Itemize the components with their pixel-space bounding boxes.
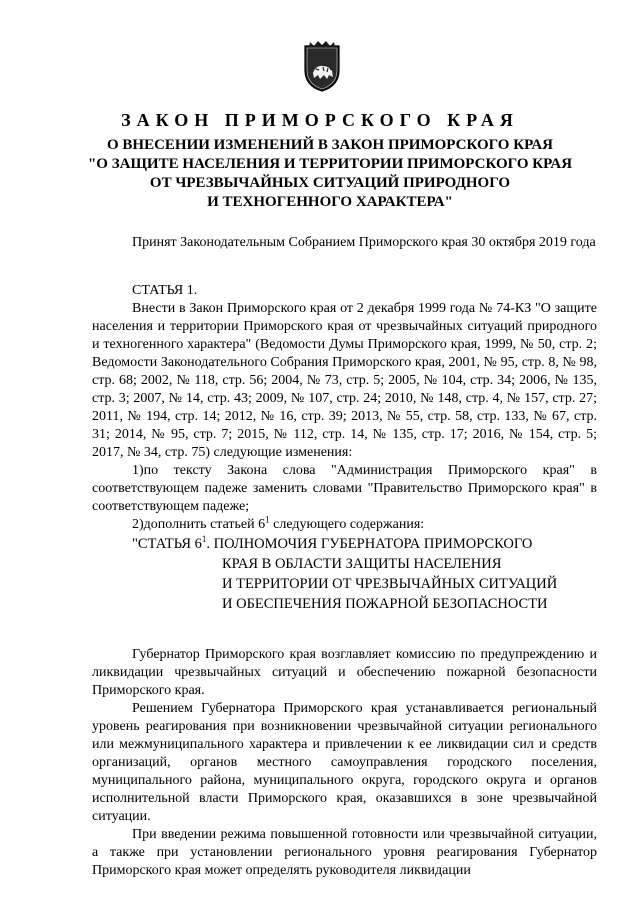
- coat-of-arms-icon: [302, 40, 342, 92]
- article-6-1-sup: 1: [201, 534, 207, 545]
- article-6-1-heading-line: И ОБЕСПЕЧЕНИЯ ПОЖАРНОЙ БЕЗОПАСНОСТИ: [222, 596, 548, 612]
- item-2: [92, 516, 597, 534]
- law-title: ЗАКОН ПРИМОРСКОГО КРАЯ: [121, 110, 519, 130]
- paragraph-governor-commission: Губернатор Приморского края возглавляет комиссию по предупреждению и ликвидации чрезвычайных ситуаций и обеспечению пожарной безопасности Приморского края.: [92, 647, 597, 698]
- article-6-1-heading-line: [132, 534, 597, 554]
- article-1-intro: Внести в Закон Приморского края от 2 декабря 1999 года № 74-КЗ "О защите населения и территории Приморского края от чрезвычайных ситуаций природного и техногенного характера" (Ведомости Думы Приморского края, 1999, № 50, стр. 2; Ведомости Законодательного Собрания Приморского края, 2001, № 95, стр. 8, № 98, стр. 68; 2002, № 118, стр. 56; 2004, № 73, стр. 5; 2005, № 104, стр. 34; 2006, № 135, стр. 3; 2007, № 14, стр. 43; 2009, № 107, стр. 24; 2010, № 148, стр. 4, № 157, стр. 27; 2011, № 194, стр. 14; 2012, № 16, стр. 39; 2013, № 55, стр. 58, стр. 133, № 67, стр. 31; 2014, № 95, стр. 7; 2015, № 112, стр. 14, № 135, стр. 17; 2016, № 154, стр. 5; 2017, № 34, стр. 75) следующие изменения:: [92, 301, 597, 460]
- article-6-1-prefix: "СТАТЬЯ 6: [132, 536, 202, 552]
- paragraph-response-level: Решением Губернатора Приморского края устанавливается региональный уровень реагирования при возникновении чрезвычайной ситуации регионального или межмуниципального характера и привлечении к ее ликвидации сил и средств организаций, органов местного самоуправления городского поселения, муниципального района, муниципального округа, городского округа и органов исполнительной власти Приморского края, оказавшихся в зоне чрезвычайной ситуации.: [92, 701, 597, 824]
- subtitle-line: И ТЕХНОГЕННОГО ХАРАКТЕРА": [207, 194, 453, 210]
- item-2-sup: 1: [265, 514, 270, 525]
- article-6-1-heading: [132, 534, 597, 614]
- article-6-1-line1: . ПОЛНОМОЧИЯ ГУБЕРНАТОРА ПРИМОРСКОГО: [206, 536, 533, 552]
- adoption-note: Принят Законодательным Собранием Приморского края 30 октября 2019 года: [132, 235, 596, 250]
- subtitle-line: О ВНЕСЕНИИ ИЗМЕНЕНИЙ В ЗАКОН ПРИМОРСКОГО КРАЯ: [107, 137, 553, 153]
- article-1-block: [92, 282, 597, 880]
- item-2-suffix: следующего содержания:: [269, 517, 425, 532]
- item-2-prefix: 2)дополнить статьей 6: [132, 517, 266, 532]
- article-1-heading: СТАТЬЯ 1.: [132, 283, 198, 298]
- adoption-block: [92, 234, 597, 252]
- item-1: 1)по тексту Закона слова "Администрация Приморского края" в соответствующем падеже заменить словами "Правительство Приморского края" в соответствующем падеже;: [92, 463, 597, 514]
- law-subtitle: [60, 136, 600, 212]
- subtitle-line: ОТ ЧРЕЗВЫЧАЙНЫХ СИТУАЦИЙ ПРИРОДНОГО: [149, 175, 511, 191]
- subtitle-line: "О ЗАЩИТЕ НАСЕЛЕНИЯ И ТЕРРИТОРИИ ПРИМОРСКОГО КРАЯ: [87, 156, 573, 172]
- article-6-1-heading-line: КРАЯ В ОБЛАСТИ ЗАЩИТЫ НАСЕЛЕНИЯ: [222, 556, 502, 572]
- paragraph-emergency-regime: При введении режима повышенной готовности или чрезвычайной ситуации, а также при установлении регионального уровня реагирования Губернатор Приморского края может определять руководителя ликвидации: [92, 827, 597, 878]
- article-6-1-heading-line: И ТЕРРИТОРИИ ОТ ЧРЕЗВЫЧАЙНЫХ СИТУАЦИЙ: [222, 576, 558, 592]
